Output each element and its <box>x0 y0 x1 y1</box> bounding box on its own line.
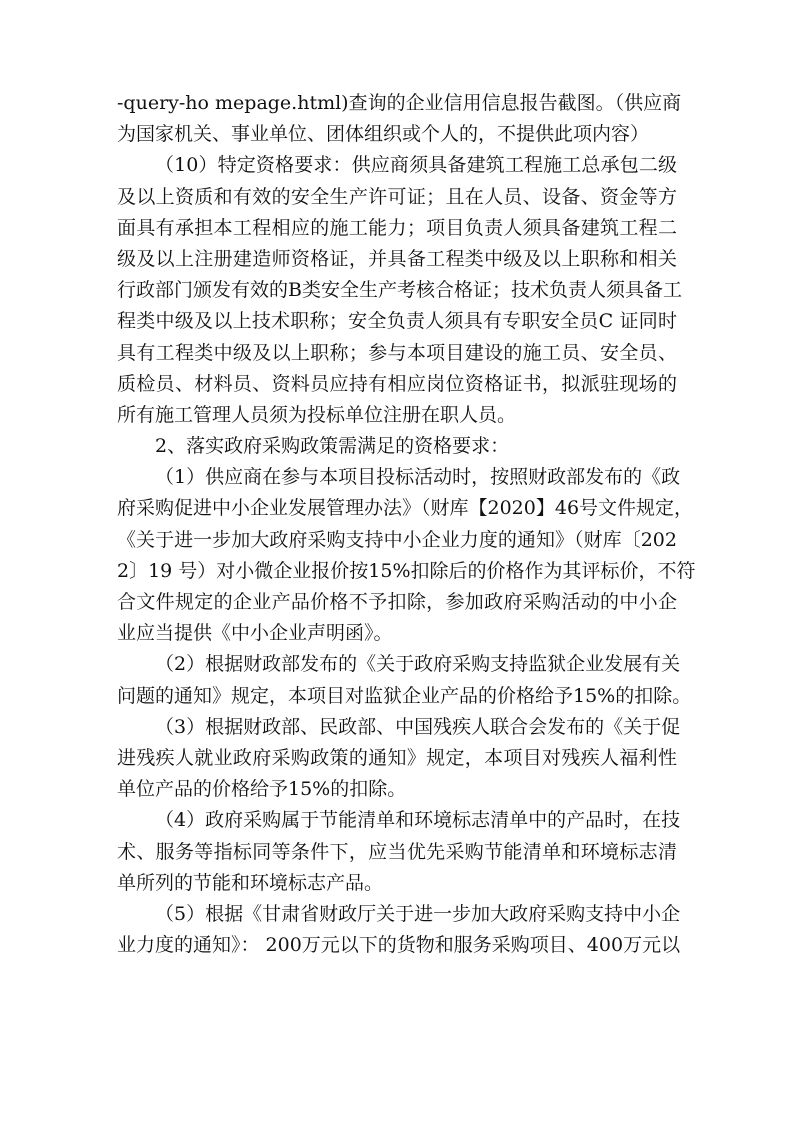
text-line: 业力度的通知》： 200万元以下的货物和服务采购项目、400万元以 <box>117 934 681 957</box>
text-line: （5）根据《甘肃省财政厅关于进一步加大政府采购支持中小企 <box>155 902 681 925</box>
text-line: 面具有承担本工程相应的施工能力；项目负责人须具备建筑工程二 <box>117 216 677 239</box>
text-line: 2〕19 号）对小微企业报价按15%扣除后的价格作为其评标价，不符 <box>117 559 696 582</box>
text-line: （4）政府采购属于节能清单和环境标志清单中的产品时，在技 <box>155 809 681 832</box>
text-line: 合文件规定的企业产品价格不予扣除，参加政府采购活动的中小企 <box>117 591 677 613</box>
text-line: 单位产品的价格给予15%的扣除。 <box>117 778 407 801</box>
text-line: 行政部门颁发有效的B类安全生产考核合格证；技术负责人须具备工 <box>117 279 682 302</box>
text-line: 具有工程类中级及以上职称；参与本项目建设的施工员、安全员、 <box>117 341 677 364</box>
text-line: 为国家机关、事业单位、团体组织或个人的，不提供此项内容） <box>117 123 650 146</box>
text-line: 《关于进一步加大政府采购支持中小企业力度的通知》（财库〔202 <box>117 528 677 551</box>
text-line: （2）根据财政部发布的《关于政府采购支持监狱企业发展有关 <box>155 653 681 676</box>
text-line: -query-ho mepage.html)查询的企业信用信息报告截图。（供应商 <box>117 92 682 114</box>
text-line: 府采购促进中小企业发展管理办法》（财库【2020】46号文件规定， <box>117 497 694 520</box>
text-line: 程类中级及以上技术职称；安全负责人须具有专职安全员C 证同时 <box>117 310 677 333</box>
text-line: 单所列的节能和环境标志产品。 <box>117 871 384 894</box>
text-line: 业应当提供《中小企业声明函》。 <box>117 622 393 645</box>
text-line: 级及以上注册建造师资格证，并具备工程类中级及以上职称和相关 <box>117 247 677 270</box>
text-line: 术、服务等指标同等条件下，应当优先采购节能清单和环境标志清 <box>117 840 677 863</box>
text-line: 所有施工管理人员须为投标单位注册在职人员。 <box>117 403 517 426</box>
text-line: （10）特定资格要求：供应商须具备建筑工程施工总承包二级 <box>155 154 677 177</box>
text-line: 问题的通知》规定，本项目对监狱企业产品的价格给予15%的扣除。 <box>117 684 692 707</box>
text-line: 2、落实政府采购政策需满足的资格要求： <box>155 435 510 458</box>
text-line: （3）根据财政部、民政部、中国残疾人联合会发布的《关于促 <box>155 715 681 738</box>
text-line: （1）供应商在参与本项目投标活动时，按照财政部发布的《政 <box>155 466 681 489</box>
text-line: 进残疾人就业政府采购政策的通知》规定，本项目对残疾人福利性 <box>117 746 677 769</box>
document-body <box>117 88 696 961</box>
text-line: 质检员、材料员、资料员应持有相应岗位资格证书，拟派驻现场的 <box>117 372 677 395</box>
text-line: 及以上资质和有效的安全生产许可证；且在人员、设备、资金等方 <box>117 185 677 208</box>
